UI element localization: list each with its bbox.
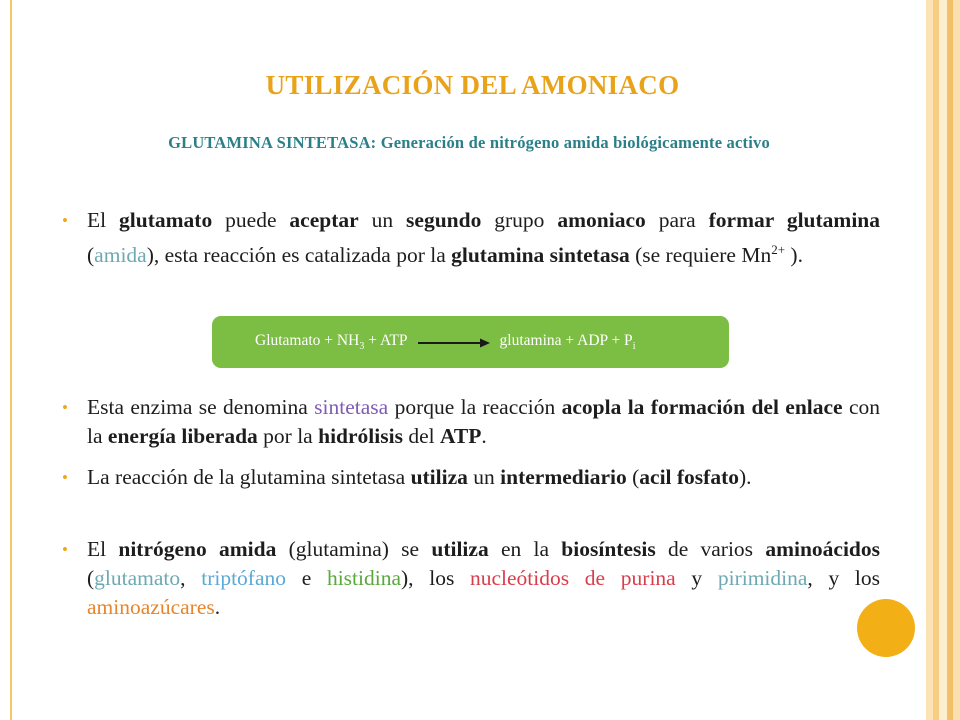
text-run: acil fosfato xyxy=(639,465,739,489)
text-run: , xyxy=(180,566,202,590)
subscript: 3 xyxy=(359,341,365,353)
text-run: glutamato xyxy=(119,208,213,232)
bullet-nitrogeno-amida xyxy=(62,535,880,622)
stripe xyxy=(953,0,960,720)
text-run: ( xyxy=(87,243,95,268)
text-run: glutamato xyxy=(94,566,181,590)
text-run: del xyxy=(402,424,440,448)
text-run: segundo xyxy=(406,208,482,232)
text-run: . xyxy=(481,424,487,448)
slide-title: UTILIZACIÓN DEL AMONIACO xyxy=(265,70,680,100)
bullet-dot-icon: • xyxy=(62,540,68,559)
text-run: triptófano xyxy=(201,566,287,590)
text-run: Esta enzima se denomina xyxy=(87,395,315,419)
bullet-dot-icon: • xyxy=(62,211,68,230)
left-border-line xyxy=(10,0,12,720)
bullet-dot-icon: • xyxy=(62,398,68,417)
text-run: porque la reacción xyxy=(388,395,562,419)
bullet-text xyxy=(87,206,880,270)
text-run: utiliza xyxy=(410,465,468,489)
right-decorative-stripes xyxy=(926,0,960,720)
text-run: (glutamina) se xyxy=(276,537,432,561)
text-run: , y los xyxy=(807,566,881,590)
text-run: sintetasa xyxy=(314,395,389,419)
reaction-equation-box xyxy=(212,316,729,368)
text-run: nucleótidos de purina xyxy=(470,566,676,590)
reaction-products xyxy=(500,332,636,352)
bullet-text xyxy=(87,535,880,622)
text-run: ( xyxy=(626,465,640,489)
text-run: en la xyxy=(488,537,562,561)
text-run: La reacción de la glutamina sintetasa xyxy=(87,465,411,489)
text-run: amoniaco xyxy=(557,208,646,232)
text-run: aminoácidos xyxy=(765,537,880,561)
superscript: 2+ xyxy=(771,242,786,257)
text-run: un xyxy=(358,208,407,232)
text-run: Glutamato + NH xyxy=(255,331,360,349)
text-run: glutamina sintetasa xyxy=(451,243,630,268)
text-run: ), los xyxy=(401,566,470,590)
stripe xyxy=(939,0,947,720)
text-run: . xyxy=(214,595,221,619)
bullet-dot-icon: • xyxy=(62,468,68,487)
text-run: (se requiere Mn xyxy=(629,243,772,268)
text-run: para xyxy=(645,208,709,232)
slide-subtitle: GLUTAMINA SINTETASA: Generación de nitrógeno amida biológicamente activo xyxy=(168,133,770,152)
text-run: energía liberada xyxy=(107,424,258,448)
bullet-text xyxy=(87,463,880,492)
text-run: + ATP xyxy=(364,331,408,349)
bullet-glutamato xyxy=(62,206,880,270)
text-run: formar glutamina xyxy=(708,208,881,232)
text-run: puede xyxy=(212,208,290,232)
text-run: nitrógeno amida xyxy=(118,537,277,561)
text-run: pirimidina xyxy=(717,566,808,590)
text-run: ( xyxy=(87,566,95,590)
text-run: ). xyxy=(785,243,803,268)
text-run: ). xyxy=(739,465,752,489)
bullet-intermediario xyxy=(62,463,880,492)
subscript: i xyxy=(632,341,636,353)
text-run: intermediario xyxy=(500,465,627,489)
text-run: utiliza xyxy=(431,537,489,561)
text-run: con la xyxy=(87,395,880,448)
decorative-circle xyxy=(857,599,915,657)
text-run: amida xyxy=(94,243,147,268)
text-run: por la xyxy=(257,424,319,448)
text-run: de varios xyxy=(655,537,766,561)
text-run: un xyxy=(467,465,501,489)
text-run: acopla la formación del enlace xyxy=(561,395,843,419)
text-run: hidrólisis xyxy=(318,424,403,448)
text-run: ATP xyxy=(439,424,482,448)
bullet-sintetasa xyxy=(62,393,880,451)
text-run: aceptar xyxy=(289,208,359,232)
text-run: e xyxy=(286,566,327,590)
text-run: y xyxy=(675,566,718,590)
text-run: grupo xyxy=(481,208,558,232)
text-run: aminoazúcares xyxy=(87,595,215,619)
text-run: El xyxy=(87,537,119,561)
text-run: histidina xyxy=(326,566,401,590)
text-run: ), esta reacción es catalizada por la xyxy=(146,243,452,268)
stripe xyxy=(926,0,933,720)
reaction-reactants xyxy=(255,332,408,352)
text-run: glutamina + ADP + P xyxy=(499,331,633,349)
bullet-text xyxy=(87,393,880,451)
text-run: biosíntesis xyxy=(561,537,656,561)
reaction-arrow-icon xyxy=(418,336,490,348)
text-run: El xyxy=(87,208,120,232)
